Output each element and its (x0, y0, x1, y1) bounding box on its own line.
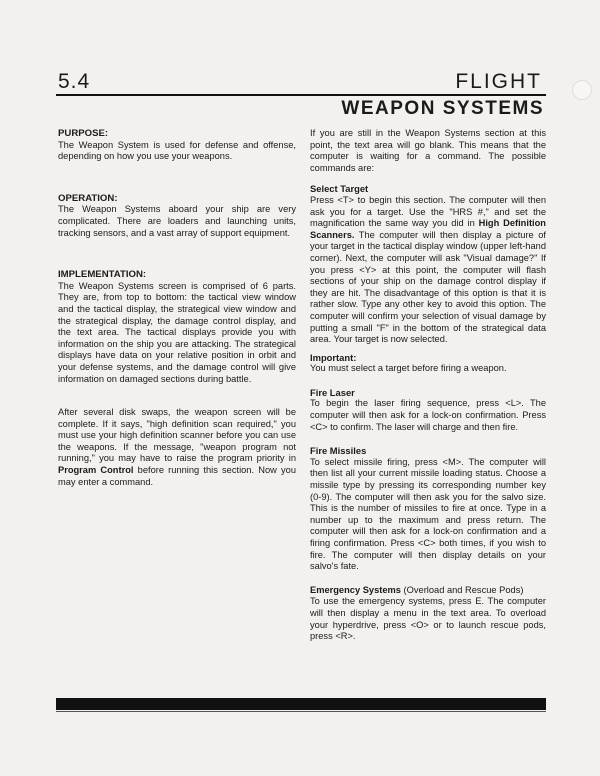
select-target-text: Press <T> to begin this section. The computer will then ask you for a target. Use the "HRS #," and set the magnification the same way you did in (310, 194, 546, 229)
fire-missiles-heading: Fire Missiles (310, 445, 367, 457)
disk-swaps-text: After several disk swaps, the weapon screen will be complete. If it says, "high definition scan required," you must use your high definition scanner before you can use the weapons. If the message, "weapon program not running," you may have to raise the program priority in (58, 407, 296, 464)
purpose-heading: PURPOSE: (58, 128, 109, 139)
fire-laser-text: To begin the laser firing sequence, press <L>. The computer will then ask for a lock-on confirmation. Press <C> to confirm. The laser will charge and then fire. (310, 398, 546, 432)
binder-hole (572, 80, 592, 100)
high-definition-scanners-ref: High Definition Scanners. (310, 218, 546, 240)
fire-missiles-text: To select missile firing, press <M>. The computer will then list all your current missile loading status. Choose a missile type by pressing its corresponding number key (0-9). The computer will then ask you for the salvo size. This is the number of missiles to fire at once. Type in a number up to the maximum and press return. The computer will then ask for a lock-on confirmation and a firing confirmation. Press <C> both times, if you wish to fire. The computer will then display details on your salvo's fate. (310, 456, 546, 572)
disk-swaps-paragraph (58, 407, 296, 488)
intro-text: If you are still in the Weapon Systems section at this point, the text area will go blank. This means that the computer is waiting for a command. The possible commands are: (310, 128, 546, 173)
important-heading: Important: (310, 351, 357, 363)
emergency-heading: Emergency Systems (310, 584, 401, 595)
disk-swaps-text-end: before running this section. Now you may enter a command. (58, 465, 296, 487)
purpose-text: The Weapon System is used for defense and offense, depending on how you use your weapons. (58, 139, 296, 162)
select-target-heading: Select Target (310, 183, 369, 195)
select-target-text-end: The computer will then display a picture of your target in the tactical display window (upper left-hand corner). Next, the computer will ask "Visual damage?" If you press <Y> at this point, the computer will flash sections of your ship on the damage control display if they are hit. The disadvantage of this option is that it is rather slow. Type any other key to avoid this option. The computer will confirm your selection of visual damage by putting a small "F" in the bottom of the strategical data area. Your target is now selected. (310, 229, 546, 345)
page-title: WEAPON SYSTEMS (341, 98, 544, 119)
implementation-text: The Weapon Systems screen is comprised of 6 parts. They are, from top to bottom: the tactical view window and the tactical display, the strategical view window and the strategical display, the damage control display, and the text area. The tactical displays provide you with information on the ship you are attacking. The strategical displays have data on your relative position in orbit and your defense systems, and the damage control will give information on damaged sections during battle. (58, 280, 296, 384)
operation-text: The Weapon Systems aboard your ship are very complicated. There are loaders and launching units, tracking sensors, and a vast array of support equipment. (58, 204, 296, 238)
emergency-heading-line (310, 585, 546, 597)
operation-heading: OPERATION: (58, 192, 118, 204)
important-text: You must select a target before firing a weapon. (310, 363, 507, 374)
right-column (310, 128, 546, 643)
header-rule (56, 94, 546, 96)
fire-laser-heading: Fire Laser (310, 386, 355, 398)
emergency-text: To use the emergency systems, press E. The computer will then display a menu in the text area. To overload your hyperdrive, press <O> or to launch rescue pods, press <R>. (310, 596, 546, 642)
emergency-subtitle: (Overload and Rescue Pods) (400, 584, 524, 595)
left-column (58, 128, 296, 488)
select-target-paragraph (310, 195, 546, 346)
footer-rule (56, 711, 546, 712)
program-control-ref: Program Control (58, 465, 134, 476)
implementation-heading: IMPLEMENTATION: (58, 269, 147, 281)
chapter-title: FLIGHT (455, 70, 542, 93)
footer-bar (56, 698, 546, 710)
section-number: 5.4 (58, 70, 91, 93)
